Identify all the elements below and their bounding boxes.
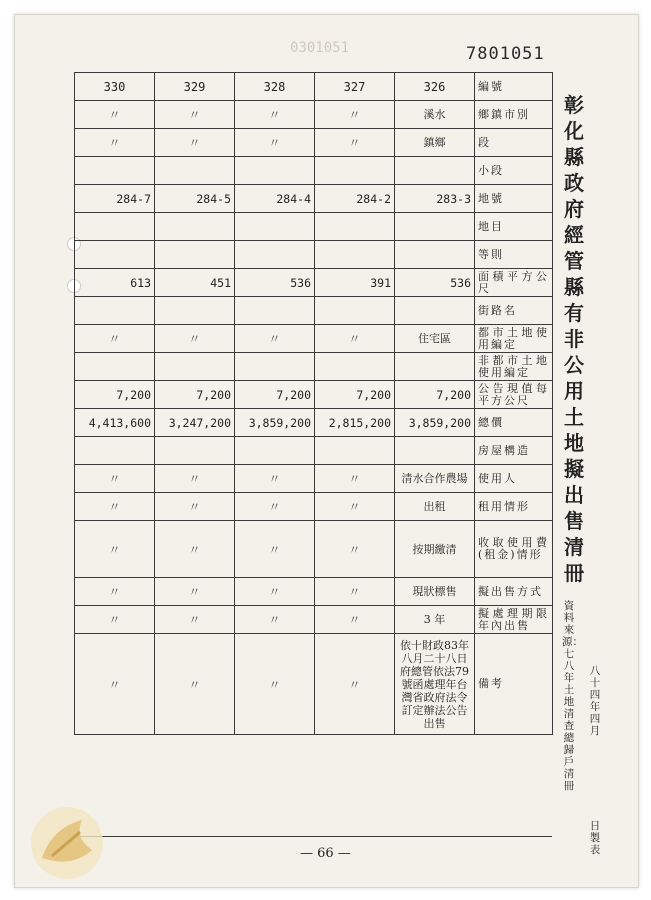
table-cell: [75, 297, 155, 325]
table-cell: 284-5: [155, 185, 235, 213]
table-cell: 〃: [315, 101, 395, 129]
table-cell: [75, 353, 155, 381]
table-cell: 〃: [75, 634, 155, 735]
table-cell: 〃: [75, 465, 155, 493]
table-cell: [395, 213, 475, 241]
table-cell: [75, 213, 155, 241]
table-cell: 330: [75, 73, 155, 101]
table-cell: 〃: [235, 521, 315, 578]
table-cell: [395, 353, 475, 381]
table-cell: 536: [235, 269, 315, 297]
table-cell: [235, 353, 315, 381]
table-row: [75, 73, 553, 101]
table-cell: [395, 157, 475, 185]
table-cell: 清水合作農場: [395, 465, 475, 493]
table-row: [75, 634, 553, 735]
table-cell: 〃: [155, 493, 235, 521]
table-cell: 7,200: [395, 381, 475, 409]
table-cell: 依十財政83年八月二十八日府總管依法79號函處理年台灣省政府法令訂定辦法公告出售: [395, 634, 475, 735]
table-cell: 〃: [75, 101, 155, 129]
table-cell: 284-4: [235, 185, 315, 213]
table-cell: 〃: [75, 129, 155, 157]
table-cell: 7,200: [315, 381, 395, 409]
document-department: 日製表: [589, 820, 601, 856]
table-cell: 〃: [235, 578, 315, 606]
document-title: 彰化縣政府經管縣有非公用土地擬出售清冊: [564, 93, 584, 585]
table-row: [75, 465, 553, 493]
ghost-number: 0301051: [290, 40, 350, 56]
table-cell: 〃: [315, 634, 395, 735]
table-row: [75, 213, 553, 241]
table-cell: 〃: [235, 634, 315, 735]
table-cell: 3,859,200: [235, 409, 315, 437]
table-cell: 〃: [155, 634, 235, 735]
table-row: [75, 521, 553, 578]
table-cell: [235, 241, 315, 269]
table-cell: [315, 437, 395, 465]
table-bottom-rule: [74, 836, 552, 837]
table-cell: 現狀標售: [395, 578, 475, 606]
row-label: 公告現值每平方公尺: [475, 381, 553, 409]
table-cell: 7,200: [235, 381, 315, 409]
table-cell: [155, 213, 235, 241]
document-date: 八十四年四月: [589, 665, 601, 737]
table-cell: 〃: [155, 606, 235, 634]
table-cell: 住宅區: [395, 325, 475, 353]
table-cell: 284-7: [75, 185, 155, 213]
table-cell: 2,815,200: [315, 409, 395, 437]
table-cell: 〃: [75, 493, 155, 521]
row-label: 段: [475, 129, 553, 157]
row-label: 租用情形: [475, 493, 553, 521]
table-cell: 〃: [155, 465, 235, 493]
table-cell: [75, 437, 155, 465]
table-cell: 〃: [315, 325, 395, 353]
table-cell: 〃: [315, 606, 395, 634]
table-row: [75, 157, 553, 185]
table-cell: 283-3: [395, 185, 475, 213]
row-label: 備考: [475, 634, 553, 735]
table-row: [75, 381, 553, 409]
table-cell: 〃: [315, 521, 395, 578]
table-cell: 〃: [235, 493, 315, 521]
table-cell: 〃: [75, 606, 155, 634]
row-label: 面積平方公尺: [475, 269, 553, 297]
table-cell: 〃: [315, 129, 395, 157]
row-label: 收取使用費(租金)情形: [475, 521, 553, 578]
table-row: [75, 437, 553, 465]
table-row: [75, 353, 553, 381]
table-cell: 〃: [155, 129, 235, 157]
table-cell: [315, 297, 395, 325]
table-cell: [235, 297, 315, 325]
table-cell: [155, 353, 235, 381]
table-cell: 〃: [235, 606, 315, 634]
table-row: [75, 101, 553, 129]
table-row: [75, 606, 553, 634]
table-cell: 鎮鄉: [395, 129, 475, 157]
table-cell: 〃: [235, 101, 315, 129]
row-label: 小段: [475, 157, 553, 185]
land-sale-table: [74, 72, 553, 735]
table-cell: [155, 241, 235, 269]
row-label: 擬處理期限年內出售: [475, 606, 553, 634]
table-cell: [235, 213, 315, 241]
page-number: — 66 —: [300, 846, 351, 861]
table-row: [75, 409, 553, 437]
table-cell: 溪水: [395, 101, 475, 129]
table-cell: [75, 241, 155, 269]
row-label: 非都市土地使用編定: [475, 353, 553, 381]
table-row: [75, 325, 553, 353]
table-cell: 〃: [75, 325, 155, 353]
row-label: 總價: [475, 409, 553, 437]
table-row: [75, 297, 553, 325]
table-cell: 〃: [315, 465, 395, 493]
table-cell: 3,859,200: [395, 409, 475, 437]
table-cell: 4,413,600: [75, 409, 155, 437]
row-label: 鄉鎮市別: [475, 101, 553, 129]
row-label: 地號: [475, 185, 553, 213]
table-cell: [395, 297, 475, 325]
table-cell: 329: [155, 73, 235, 101]
row-label: 地目: [475, 213, 553, 241]
table-cell: [235, 437, 315, 465]
table-row: [75, 578, 553, 606]
table-cell: [315, 157, 395, 185]
table-cell: 〃: [155, 325, 235, 353]
table-cell: 7,200: [155, 381, 235, 409]
document-number: 7801051: [466, 44, 545, 64]
table-row: [75, 493, 553, 521]
table-row: [75, 269, 553, 297]
table-cell: 391: [315, 269, 395, 297]
table-cell: [235, 157, 315, 185]
row-label: 都市土地使用編定: [475, 325, 553, 353]
table-cell: 536: [395, 269, 475, 297]
table-cell: 〃: [315, 493, 395, 521]
row-label: 等則: [475, 241, 553, 269]
table-row: [75, 185, 553, 213]
table-cell: 〃: [235, 325, 315, 353]
row-label: 編號: [475, 73, 553, 101]
row-label: 使用人: [475, 465, 553, 493]
table-cell: 〃: [315, 578, 395, 606]
table-cell: 3,247,200: [155, 409, 235, 437]
table-cell: [155, 297, 235, 325]
table-cell: 〃: [235, 129, 315, 157]
table-cell: [395, 437, 475, 465]
table-row: [75, 129, 553, 157]
table-cell: 〃: [155, 521, 235, 578]
archive-stamp-icon: [22, 798, 112, 888]
table-row: [75, 241, 553, 269]
table-cell: 出租: [395, 493, 475, 521]
table-cell: [315, 213, 395, 241]
table-cell: [75, 157, 155, 185]
row-label: 擬出售方式: [475, 578, 553, 606]
table-cell: 327: [315, 73, 395, 101]
table-cell: [155, 437, 235, 465]
table-cell: [395, 241, 475, 269]
table-cell: [315, 241, 395, 269]
data-source: 資料來源：七八年土地清查總歸戶清冊: [562, 600, 583, 792]
table-cell: 〃: [155, 578, 235, 606]
table-cell: [315, 353, 395, 381]
table-cell: 〃: [75, 578, 155, 606]
table-cell: 613: [75, 269, 155, 297]
table-cell: 〃: [235, 465, 315, 493]
table-cell: 284-2: [315, 185, 395, 213]
table-cell: 7,200: [75, 381, 155, 409]
row-label: 街路名: [475, 297, 553, 325]
table-cell: 〃: [155, 101, 235, 129]
row-label: 房屋構造: [475, 437, 553, 465]
table-cell: 326: [395, 73, 475, 101]
table-cell: 〃: [75, 521, 155, 578]
table-cell: 328: [235, 73, 315, 101]
table-cell: 451: [155, 269, 235, 297]
table-cell: 3 年: [395, 606, 475, 634]
table-cell: 按期繳清: [395, 521, 475, 578]
table-cell: [155, 157, 235, 185]
